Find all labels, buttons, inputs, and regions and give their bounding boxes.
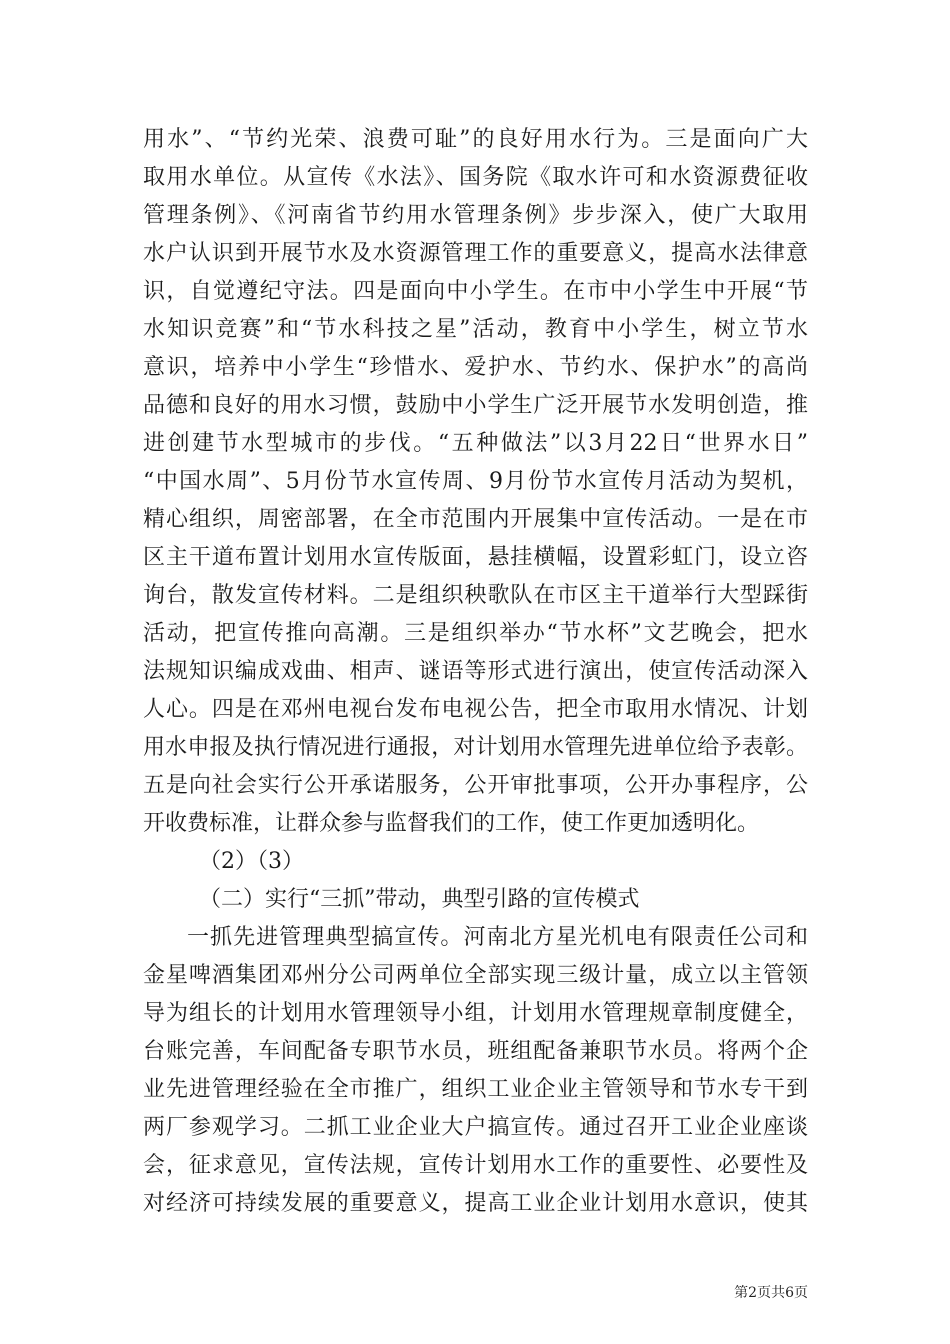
text-line: 进创建节水型城市的步伐。“五种做法”以3月22日“世界水日”: [143, 431, 808, 456]
text-line: “中国水周”、5月份节水宣传周、9月份节水宣传月活动为契机，: [143, 469, 808, 494]
text-line: 用水”、“节约光荣、浪费可耻”的良好用水行为。三是面向广大: [143, 127, 808, 152]
text-line: 品德和良好的用水习惯，鼓励中小学生广泛开展节水发明创造，推: [143, 393, 808, 418]
text-line: 管理条例》、《河南省节约用水管理条例》步步深入，使广大取用: [143, 203, 808, 228]
text-line: 意识，培养中小学生“珍惜水、爱护水、节约水、保护水”的高尚: [143, 355, 808, 380]
section-heading: （二）实行“三抓”带动，典型引路的宣传模式: [199, 887, 640, 912]
body-text: [143, 121, 808, 1223]
text-line: 区主干道布置计划用水宣传版面，悬挂横幅，设置彩虹门，设立咨: [143, 545, 808, 570]
text-line: 取用水单位。从宣传《水法》、国务院《取水许可和水资源费征收: [143, 165, 808, 190]
text-line: 人心。四是在邓州电视台发布电视公告，把全市取用水情况、计划: [143, 697, 808, 722]
text-line: 两厂参观学习。二抓工业企业大户搞宣传。通过召开工业企业座谈: [143, 1115, 808, 1140]
text-line: 对经济可持续发展的重要意义，提高工业企业计划用水意识，使其: [143, 1191, 808, 1216]
section-marker: （2）（3）: [199, 849, 304, 874]
text-line: 识，自觉遵纪守法。四是面向中小学生。在市中小学生中开展“节: [143, 279, 808, 304]
text-line: 开收费标准，让群众参与监督我们的工作，使工作更加透明化。: [143, 811, 760, 836]
text-line: 五是向社会实行公开承诺服务，公开审批事项，公开办事程序，公: [143, 773, 808, 798]
text-line: 询台，散发宣传材料。二是组织秧歌队在市区主干道举行大型踩街: [143, 583, 808, 608]
page-number: 第2页共6页: [734, 1285, 808, 1301]
text-line: 法规知识编成戏曲、相声、谜语等形式进行演出，使宣传活动深入: [143, 659, 808, 684]
text-line: 业先进管理经验在全市推广，组织工业企业主管领导和节水专干到: [143, 1077, 808, 1102]
text-line: 台账完善，车间配备专职节水员，班组配备兼职节水员。将两个企: [143, 1039, 808, 1064]
paragraph-first-line: 一抓先进管理典型搞宣传。河南北方星光机电有限责任公司和: [187, 925, 808, 950]
text-line: 用水申报及执行情况进行通报，对计划用水管理先进单位给予表彰。: [143, 735, 808, 760]
text-line: 水户认识到开展节水及水资源管理工作的重要意义，提高水法律意: [143, 241, 808, 266]
text-line: 金星啤酒集团邓州分公司两单位全部实现三级计量，成立以主管领: [143, 963, 808, 988]
text-line: 会，征求意见，宣传法规，宣传计划用水工作的重要性、必要性及: [143, 1153, 808, 1178]
text-line: 水知识竞赛”和“节水科技之星”活动，教育中小学生，树立节水: [143, 317, 808, 342]
text-line: 活动，把宣传推向高潮。三是组织举办“节水杯”文艺晚会，把水: [143, 621, 808, 646]
text-line: 精心组织，周密部署，在全市范围内开展集中宣传活动。一是在市: [143, 507, 808, 532]
text-line: 导为组长的计划用水管理领导小组，计划用水管理规章制度健全，: [143, 1001, 808, 1026]
